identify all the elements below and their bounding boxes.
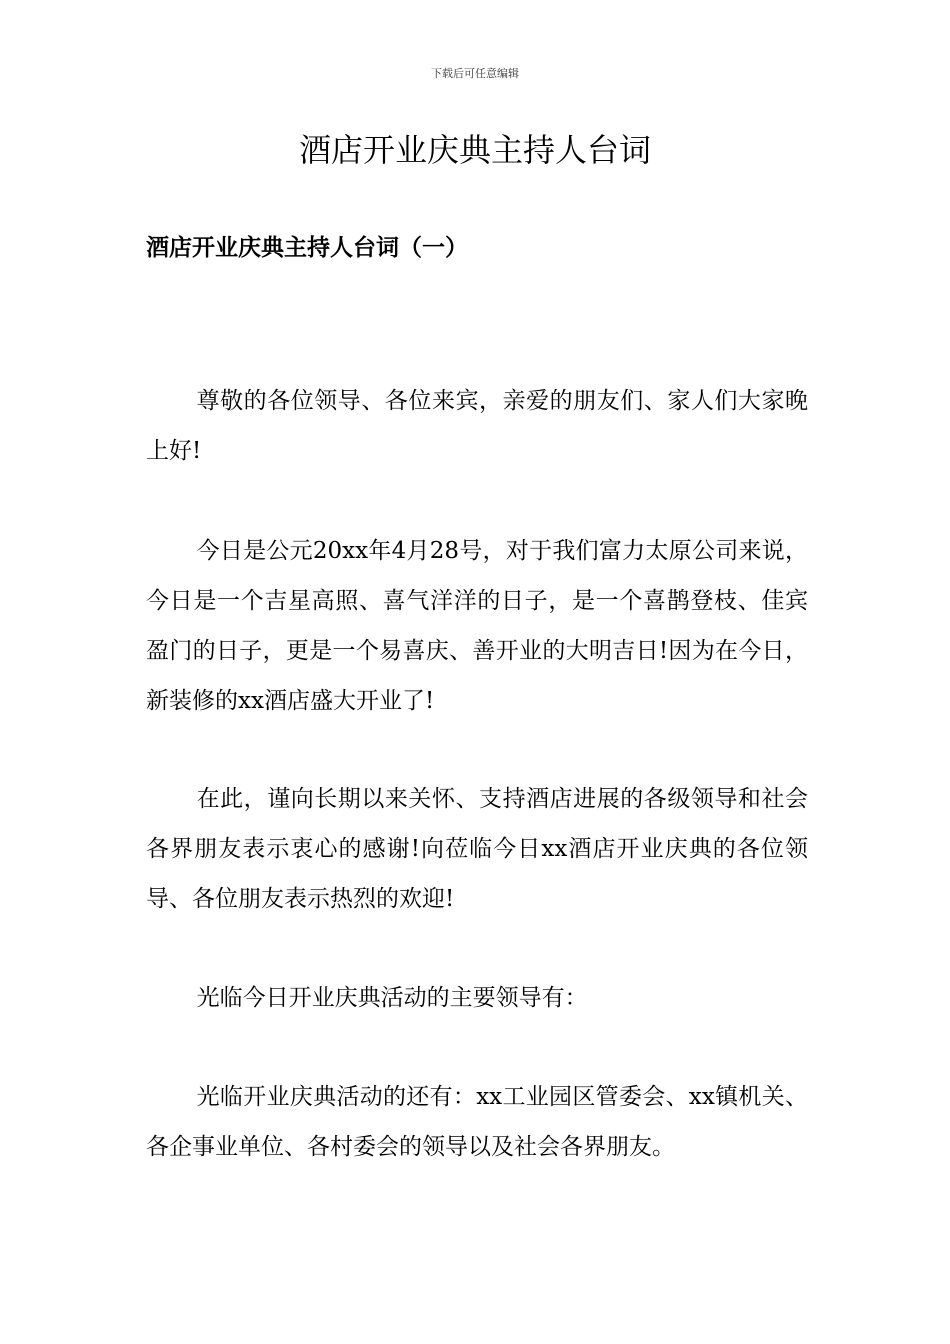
header-note: 下载后可任意编辑: [431, 67, 519, 80]
paragraph-leaders: 光临今日开业庆典活动的主要领导有：: [196, 985, 588, 1011]
paragraph-thanks: 在此，谨向长期以来关怀、支持酒店进展的各级领导和社会各界朋友表示衷心的感谢!向莅临今日xx酒店开业庆典的各位领导、各位朋友表示热烈的欢迎!: [146, 786, 808, 912]
document-title: 酒店开业庆典主持人台词: [298, 131, 651, 169]
paragraph-opening-day: 今日是公元20xx年4月28号，对于我们富力太原公司来说，今日是一个吉星高照、喜气洋洋的日子，是一个喜鹊登枝、佳宾盈门的日子，更是一个易喜庆、善开业的大明吉日!因为在今日，新装修的xx酒店盛大开业了!: [146, 538, 808, 714]
section-heading: 酒店开业庆典主持人台词（一）: [146, 234, 468, 261]
paragraph-greeting: 尊敬的各位领导、各位来宾，亲爱的朋友们、家人们大家晚上好!: [146, 388, 808, 464]
paragraph-guests: 光临开业庆典活动的还有：xx工业园区管委会、xx镇机关、各企事业单位、各村委会的领导以及社会各界朋友。: [146, 1084, 808, 1160]
